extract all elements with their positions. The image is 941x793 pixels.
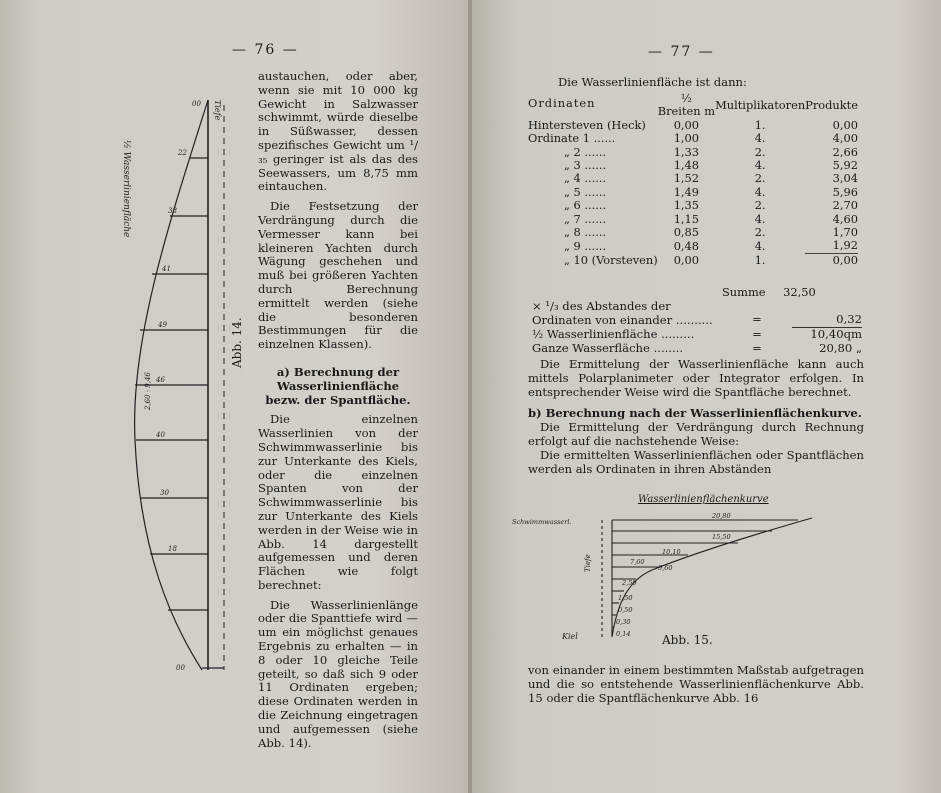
page-number: — 77 — — [648, 44, 715, 60]
curve-value: 0,14 — [616, 630, 631, 638]
produkt-cell: 5,96 — [832, 184, 858, 199]
curve-value: 0,50 — [618, 606, 633, 614]
figure-abb-15 — [512, 512, 852, 647]
multiplikator-cell: 2. — [754, 198, 766, 213]
left-page — [0, 0, 470, 793]
ordinate-cell: „ 10 (Vorsteven) — [564, 252, 658, 267]
ordinate-cell: „ 6 ...... — [564, 198, 607, 213]
ordinate-table — [528, 92, 858, 267]
produkt-cell: 2,70 — [832, 198, 858, 213]
produkt-cell: 1,70 — [832, 225, 858, 240]
paragraph: austauchen, oder aber, wenn sie mit 10 000 kg Gewicht in Salzwasser schwimmt, würde dieselbe in Süßwasser, dessen spezifisches Gewicht um ¹/₃₅ geringer ist als das des Seewassers, um 8,75 mm eintauchen. — [258, 69, 418, 194]
breite-cell: 1,35 — [673, 198, 700, 213]
produkt-cell: 4,60 — [832, 211, 858, 226]
breite-cell: 0,00 — [673, 252, 700, 267]
multiplikator-cell: 1. — [754, 117, 766, 132]
table-header-row — [528, 92, 858, 119]
figure-value: 18 — [168, 545, 177, 553]
produkt-cell: 3,04 — [832, 171, 858, 186]
paragraph: Die einzelnen Wasserlinien von der Schwimmwasserlinie bis zur Unterkante des Kiels, oder die einzelnen Spanten von der Schwimmwasserlinie bis zur Unterkante des Kiels werden in der Weise wie in Abb. 14 dargestellt aufgemessen und deren Flächen wie folgt berechnet: — [258, 412, 418, 592]
paragraph: Die Wasserlinienlänge oder die Spanttiefe wird — um ein möglichst genaues Ergebnis zu erhalten — in 8 oder 10 gleiche Teile geteilt, so daß sich 9 oder 11 Ordinaten ergeben; diese Ordinaten werden in die Zeichnung eingetragen und aufgemessen (siehe Abb. 14). — [258, 597, 418, 750]
breite-cell: 1,33 — [673, 144, 700, 159]
table-row — [528, 186, 858, 199]
curve-value: 2,50 — [622, 579, 637, 587]
page-number: — 76 — — [232, 42, 299, 58]
calc-value: 0,32 — [792, 313, 862, 328]
breite-cell: 0,00 — [673, 117, 700, 132]
multiplikator-cell: 4. — [754, 211, 766, 226]
left-text-column — [258, 70, 418, 750]
multiplikator-cell: 2. — [754, 171, 766, 186]
right-text-upper — [528, 358, 864, 476]
produkt-cell: 0,00 — [832, 117, 858, 132]
table-row — [528, 146, 858, 159]
figure-axis-label: ½ Wasserlinienfläche — [121, 140, 131, 238]
figure-left-label: Schwimmwasserl. — [512, 518, 572, 526]
multiplikator-cell: 4. — [754, 184, 766, 199]
figure-value: 46 — [156, 376, 165, 384]
table-row — [528, 119, 858, 132]
calc-label: × ¹/₃ des Abstandes der Ordinaten von einander .......... — [532, 299, 713, 327]
produkt-cell: 2,66 — [832, 144, 858, 159]
calc-value: 10,40qm — [810, 326, 862, 341]
figure-value: 38 — [168, 207, 177, 215]
ordinate-cell: „ 9 ...... — [564, 238, 607, 253]
breite-cell: 1,52 — [673, 171, 700, 186]
figure-keel-label: Kiel — [562, 632, 578, 641]
ordinate-cell: „ 5 ...... — [564, 184, 607, 199]
curve-value: 1,50 — [618, 594, 633, 602]
figure-label: Abb. 14. — [230, 317, 244, 368]
ordinate-cell: „ 3 ...... — [564, 158, 607, 173]
produkt-cell: 0,00 — [805, 253, 858, 267]
multiplikator-cell: 2. — [754, 225, 766, 240]
table-row — [528, 159, 858, 172]
curve-value: 10,10 — [662, 548, 681, 556]
equals-sign: = — [752, 340, 762, 355]
table-row — [528, 213, 858, 226]
breite-cell: 0,85 — [673, 225, 700, 240]
figure-value: 49 — [158, 321, 167, 329]
produkt-cell: 1,92 — [832, 238, 858, 253]
ordinate-cell: „ 7 ...... — [564, 211, 607, 226]
figure-title: Wasserlinienflächenkurve — [638, 494, 769, 505]
table-row — [528, 226, 858, 239]
multiplikator-cell: 1. — [754, 252, 766, 267]
breite-cell: 1,49 — [673, 184, 700, 199]
summe-row — [722, 285, 816, 299]
breite-cell: 0,48 — [673, 238, 700, 253]
calc-block — [532, 300, 862, 355]
multiplikator-cell: 4. — [754, 131, 766, 146]
figure-axis-label: Tiefe — [584, 554, 592, 572]
ordinate-cell: Hintersteven (Heck) — [528, 117, 646, 132]
curve-value: 5,60 — [658, 564, 673, 572]
table-header: Produkte — [805, 97, 858, 112]
figure-value: 40 — [156, 431, 165, 439]
breite-cell: 1,48 — [673, 158, 700, 173]
summe-value: 32,50 — [783, 285, 816, 299]
curve-value: 7,60 — [630, 558, 645, 566]
figure-value: 22 — [178, 149, 187, 157]
ordinate-cell: „ 4 ...... — [564, 171, 607, 186]
table-row — [528, 132, 858, 145]
curve-value: 0,30 — [616, 618, 631, 626]
figure-caption: Abb. 15. — [662, 633, 713, 647]
produkt-cell: 4,00 — [832, 131, 858, 146]
paragraph: Die ermittelten Wasserlinienflächen oder Spantflächen werden als Ordinaten in ihren Abständen — [528, 447, 864, 476]
figure-value: 30 — [160, 489, 169, 497]
table-row — [528, 253, 858, 267]
breite-cell: 1,15 — [673, 211, 700, 226]
section-heading: a) Berechnung der Wasserlinienfläche bezw. der Spantfläche. — [265, 364, 411, 407]
figure-value: 41 — [162, 265, 171, 273]
right-text-lower: von einander in einem bestimmten Maßstab aufgetragen und die so entstehende Wasserlinienflächenkurve Abb. 15 oder die Spantflächenkurve Abb. 16 — [528, 663, 864, 705]
figure-value: 00 — [176, 664, 185, 672]
curve-value: 15,50 — [712, 533, 731, 541]
ordinate-cell: „ 2 ...... — [564, 144, 607, 159]
calc-label: Ganze Wasserfläche ........ — [532, 340, 684, 355]
multiplikator-cell: 4. — [754, 158, 766, 173]
figure-value: 00 — [192, 100, 201, 108]
produkt-cell: 5,92 — [832, 158, 858, 173]
table-header: ½ Breiten m — [657, 91, 716, 119]
table-row — [528, 239, 858, 253]
table-row — [528, 172, 858, 185]
table-header: Multiplikatoren — [715, 97, 806, 112]
equals-sign: = — [752, 312, 762, 326]
paragraph: Die Festsetzung der Verdrängung durch die Vermesser kann bei kleineren Yachten durch Wägung geschehen und muß bei größeren Yachten durch Berechnung ermittelt werden (siehe die besonderen Bestimmungen für die einzelnen Klassen). — [258, 199, 418, 352]
summe-label: Summe — [722, 285, 766, 299]
figure-annotation: 2,60 · 9,46 — [144, 372, 152, 410]
multiplikator-cell: 2. — [754, 144, 766, 159]
breite-cell: 1,00 — [673, 131, 700, 146]
figure-height-label: Tiefe — [213, 100, 222, 121]
table-header: Ordinaten — [528, 95, 596, 110]
section-heading: b) Berechnung nach der Wasserlinienflächenkurve. — [528, 406, 862, 421]
figure-abb-14 — [110, 80, 240, 680]
calc-value: 20,80 „ — [819, 340, 862, 355]
table-row — [528, 199, 858, 212]
ordinate-cell: Ordinate 1 ...... — [528, 131, 616, 146]
curve-value: 20,80 — [712, 512, 731, 520]
paragraph: Die Ermittelung der Verdrängung durch Rechnung erfolgt auf die nachstehende Weise: — [528, 420, 864, 448]
multiplikator-cell: 4. — [754, 238, 766, 253]
right-page — [472, 0, 941, 793]
calc-label: ½ Wasserlinienfläche ......... — [532, 326, 695, 341]
equals-sign: = — [752, 326, 762, 341]
table-intro: Die Wasserlinienfläche ist dann: — [558, 75, 747, 89]
ordinate-cell: „ 8 ...... — [564, 225, 607, 240]
paragraph: Die Ermittelung der Wasserlinienfläche kann auch mittels Polarplanimeter oder Integrator erfolgen. In entsprechender Weise wird die Spantfläche berechnet. — [528, 357, 864, 399]
